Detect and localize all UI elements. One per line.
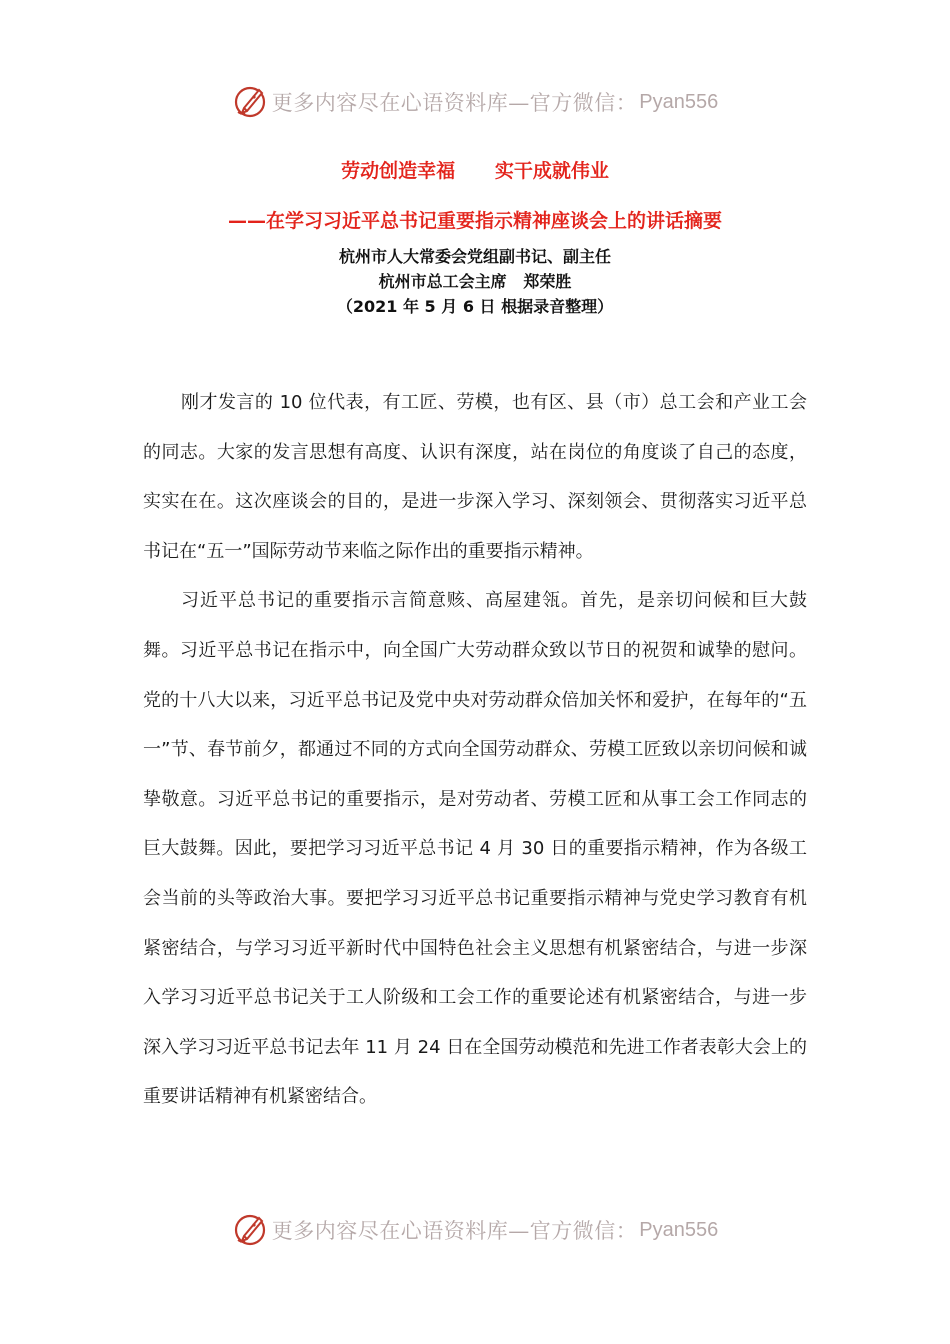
- main-title: 劳动创造幸福 实干成就伟业: [341, 160, 609, 182]
- footer-banner: [0, 1210, 950, 1250]
- header-banner-text: 更多内容尽在心语资料库—官方微信：: [271, 91, 638, 115]
- author-position: 杭州市人大常委会党组副书记、副主任: [338, 247, 611, 266]
- body-text: [143, 378, 807, 1122]
- quill-pen-logo-icon: [232, 1212, 268, 1248]
- header-banner-handle: Pyan556: [639, 90, 719, 113]
- author-name: 杭州市总工会主席 郑荣胜: [378, 272, 572, 291]
- sub-title: ——在学习习近平总书记重要指示精神座谈会上的讲话摘要: [227, 210, 722, 232]
- footer-banner-text: 更多内容尽在心语资料库—官方微信：: [271, 1219, 638, 1243]
- paragraph: 刚才发言的 10 位代表，有工匠、劳模，也有区、县（市）总工会和产业工会的同志。大家的发言思想有高度、认识有深度，站在岗位的角度谈了自己的态度，实实在在。这次座谈会的目的，是进一步深入学习、深刻领会、贯彻落实习近平总书记在“五一”国际劳动节来临之际作出的重要指示精神。: [143, 392, 807, 562]
- quill-pen-logo-icon: [232, 84, 268, 120]
- footer-banner-handle: Pyan556: [639, 1218, 719, 1241]
- header-banner: [0, 82, 950, 122]
- record-date: （2021 年 5 月 6 日 根据录音整理）: [336, 297, 614, 316]
- paragraph: 习近平总书记的重要指示言简意赅、高屋建瓴。首先，是亲切问候和巨大鼓舞。习近平总书记在指示中，向全国广大劳动群众致以节日的祝贺和诚挚的慰问。党的十八大以来，习近平总书记及党中央对劳动群众倍加关怀和爱护，在每年的“五一”节、春节前夕，都通过不同的方式向全国劳动群众、劳模工匠致以亲切问候和诚挚敬意。习近平总书记的重要指示，是对劳动者、劳模工匠和从事工会工作同志的巨大鼓舞。因此，要把学习习近平总书记 4 月 30 日的重要指示精神，作为各级工会当前的头等政治大事。要把学习习近平总书记重要指示精神与党史学习教育有机紧密结合，与学习习近平新时代中国特色社会主义思想有机紧密结合，与进一步深入学习习近平总书记关于工人阶级和工会工作的重要论述有机紧密结合，与进一步深入学习习近平总书记去年 11 月 24 日在全国劳动模范和先进工作者表彰大会上的重要讲话精神有机紧密结合。: [143, 590, 807, 1108]
